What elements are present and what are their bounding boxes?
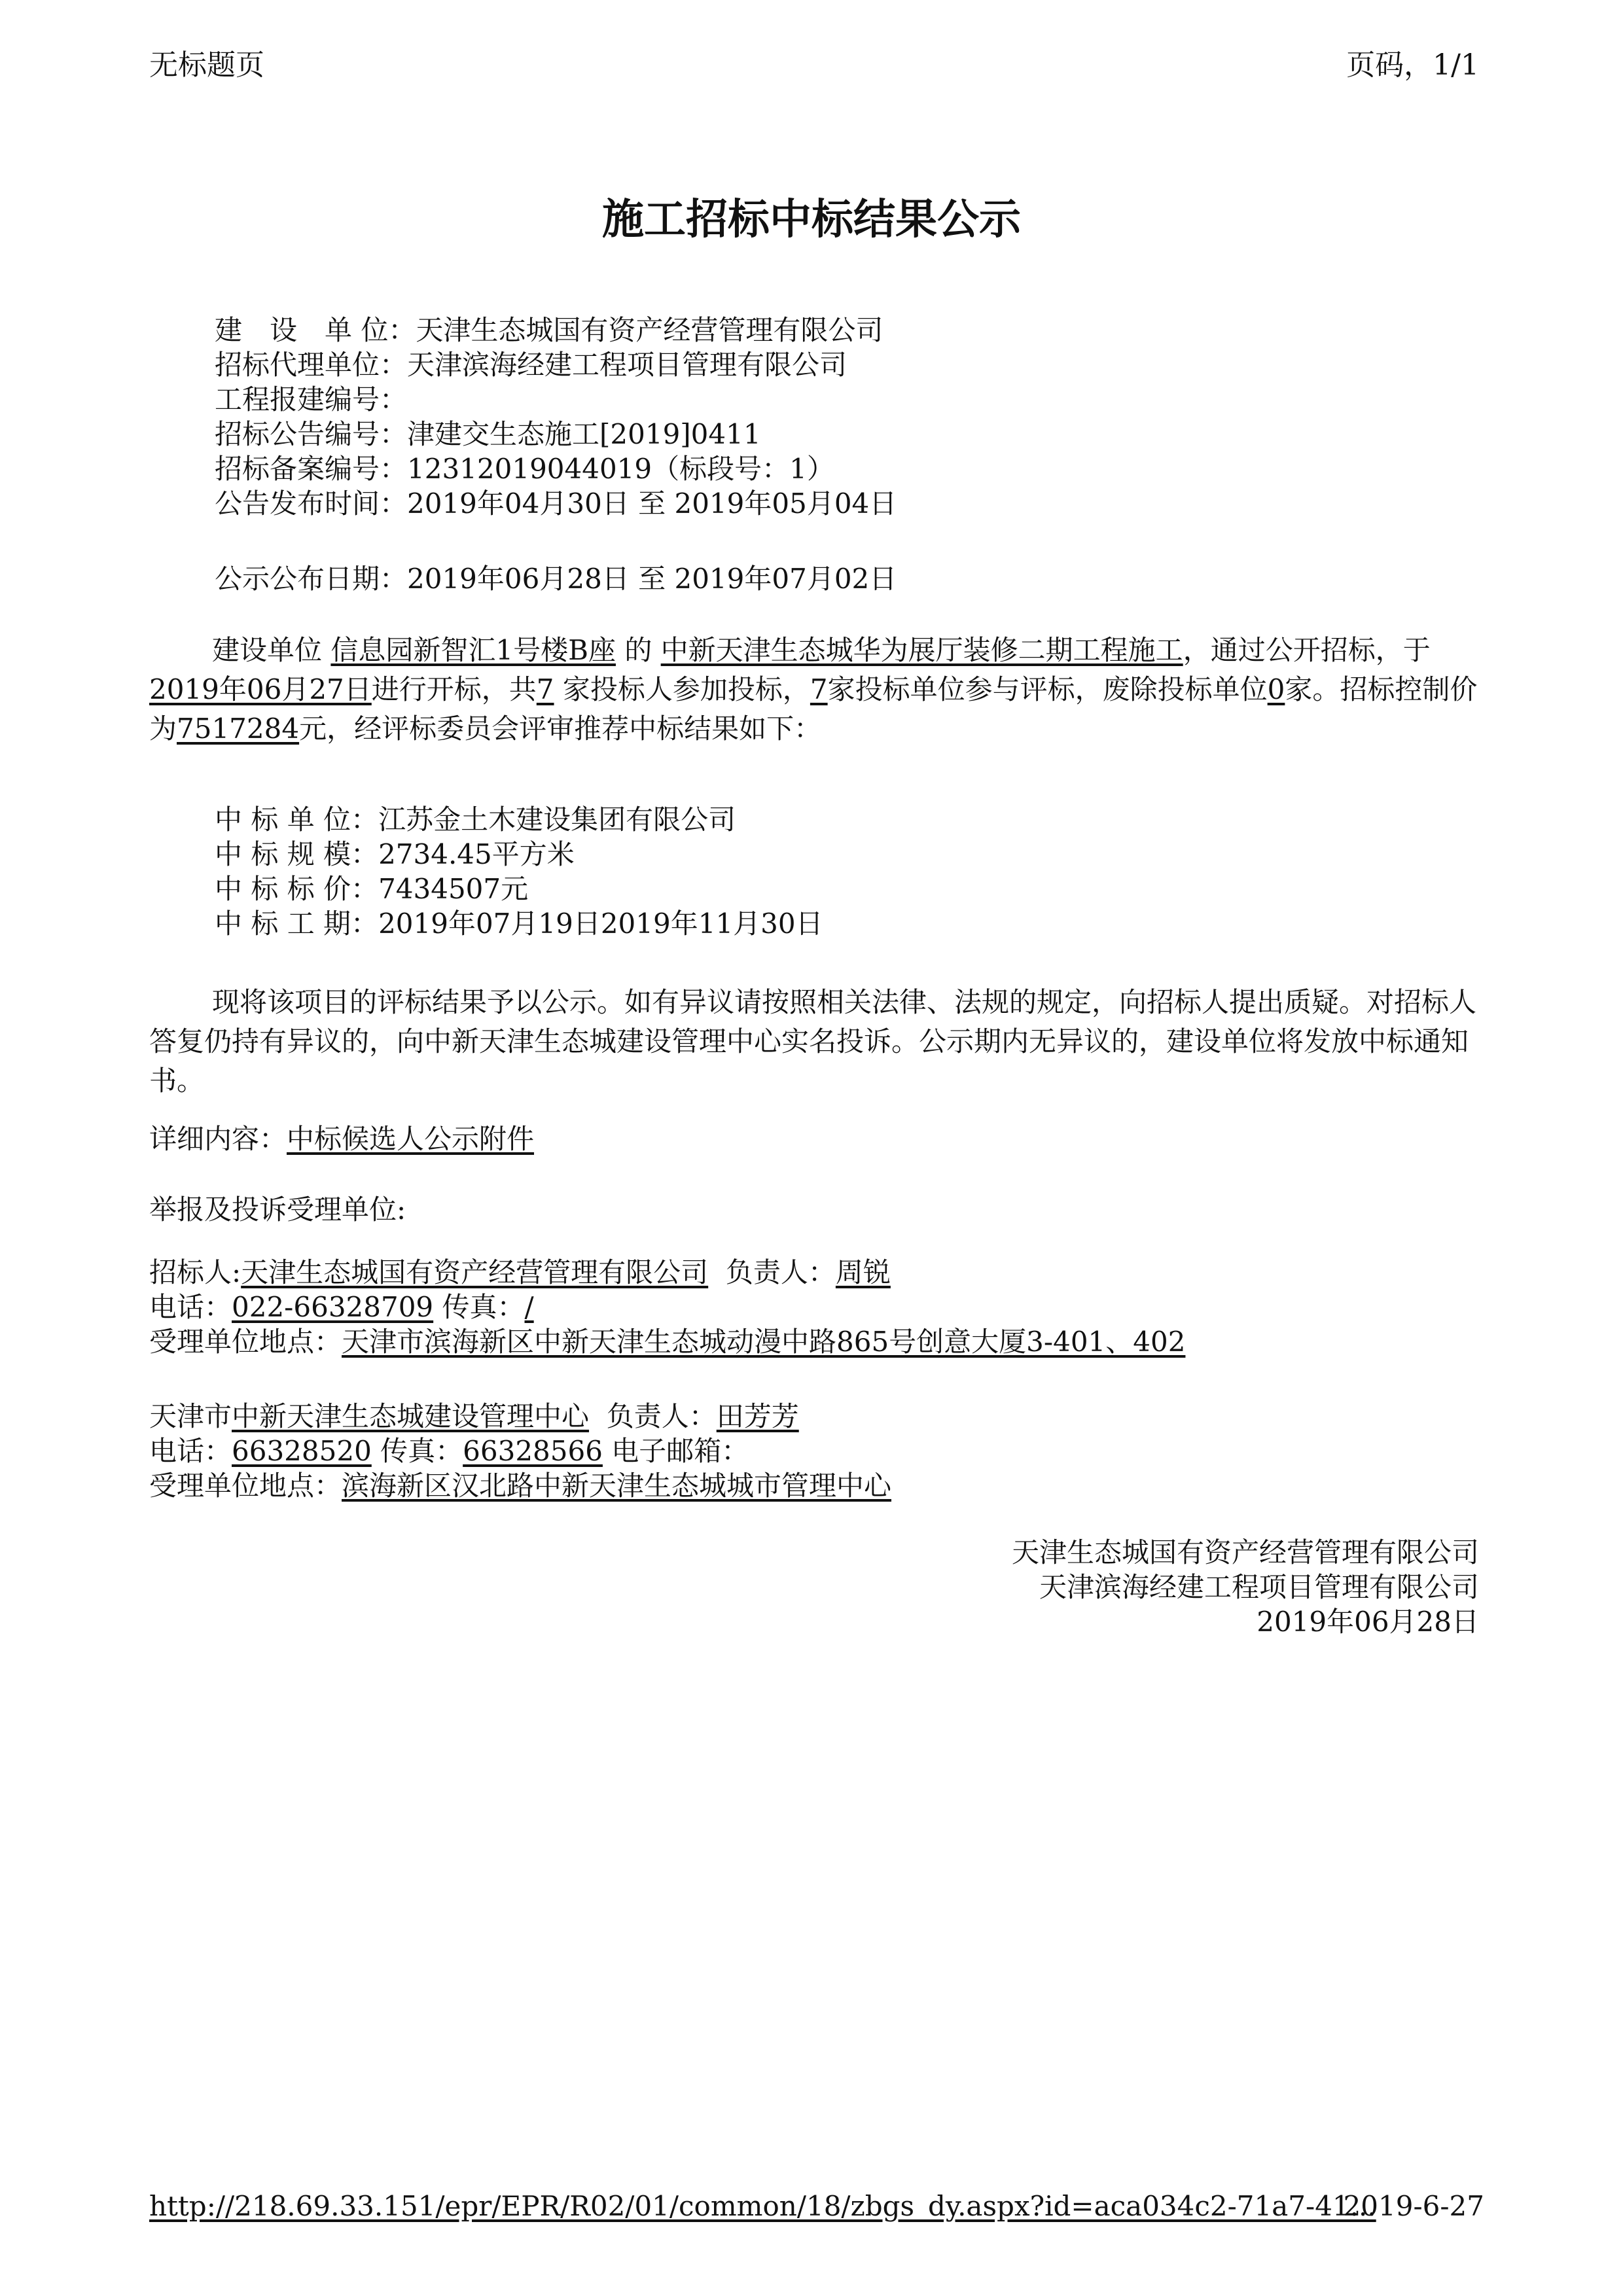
text: 受理单位地点： <box>149 1326 342 1358</box>
authority-fax[interactable]: 66328566 <box>463 1435 603 1467</box>
field-filing-no <box>149 451 1484 486</box>
field-label: 建 设 单 位： <box>215 314 416 346</box>
tenderer-link[interactable]: 天津生态城国有资产经营管理有限公司 <box>241 1256 709 1288</box>
field-label: 中 标 单 位： <box>215 804 379 836</box>
winner-scale <box>215 837 1550 872</box>
text: 负责人： <box>708 1256 836 1288</box>
field-label: 中 标 工 期： <box>215 908 379 940</box>
text: 建设单位 <box>212 634 323 666</box>
tenderer-address-row <box>149 1324 1484 1359</box>
field-value: 2019年04月30日 至 2019年05月04日 <box>407 487 897 520</box>
tenderer-contact <box>149 1255 1484 1359</box>
tenderer-person[interactable]: 周锐 <box>835 1256 891 1288</box>
project-info <box>149 313 1484 521</box>
field-registration-no <box>149 382 1484 417</box>
field-label: 招标备案编号： <box>215 453 408 485</box>
text: ，通过公开招标，于 <box>1183 634 1431 666</box>
text: 天津市 <box>149 1400 232 1432</box>
text: 电子邮箱： <box>602 1435 749 1467</box>
tenderer-phone-row <box>149 1290 1484 1324</box>
text: 电话： <box>149 1291 232 1323</box>
tenderer-fax[interactable]: / <box>524 1291 534 1323</box>
field-label: 公告发布时间： <box>215 487 408 520</box>
text: 家投标人参加投标， <box>554 673 810 705</box>
tenderer-address[interactable]: 天津市滨海新区中新天津生态城动漫中路865号创意大厦3-401、402 <box>342 1326 1186 1358</box>
publicity-period <box>149 561 1550 596</box>
field-value: 7434507元 <box>378 873 529 905</box>
field-agent <box>149 347 1484 382</box>
text: 进行开标，共 <box>371 673 537 705</box>
signature-date: 2019年06月28日 <box>1257 1606 1479 1638</box>
text: 传真： <box>433 1291 525 1323</box>
authority-address[interactable]: 滨海新区汉北路中新天津生态城城市管理中心 <box>342 1470 892 1502</box>
field-label: 招标公告编号： <box>215 418 408 450</box>
text: 电话： <box>149 1435 232 1467</box>
winner-company <box>215 802 1550 837</box>
page-number: 页码，1/1 <box>1346 48 1479 82</box>
text: 招标人: <box>149 1256 241 1288</box>
text: 受理单位地点： <box>149 1470 342 1502</box>
authority-phone-row <box>149 1434 1484 1468</box>
attachment-link[interactable]: 中标候选人公示附件 <box>287 1123 535 1155</box>
authority-row <box>149 1399 1484 1434</box>
document-title: 施工招标中标结果公示 <box>602 196 1021 244</box>
complaint-heading: 举报及投诉受理单位: <box>149 1193 406 1226</box>
objection-paragraph: 现将该项目的评标结果予以公示。如有异议请按照相关法律、法规的规定，向招标人提出质疑。对招标人答复仍持有异议的，向中新天津生态城建设管理中心实名投诉。公示期内无异议的，建设单位将发放中标通知书。 <box>149 986 1477 1097</box>
authority-person[interactable]: 田芳芳 <box>716 1400 799 1432</box>
signature-org-2: 天津滨海经建工程项目管理有限公司 <box>1039 1571 1479 1603</box>
field-label: 中 标 标 价： <box>215 873 379 905</box>
field-notice-period <box>149 486 1484 521</box>
text: 元，经评标委员会评审推荐中标结果如下： <box>299 713 822 745</box>
text: 家。招标控制价为 <box>149 673 1478 745</box>
page-footer <box>149 2188 1484 2225</box>
control-price-link[interactable]: 7517284 <box>177 713 300 745</box>
rejected-count-link[interactable]: 0 <box>1267 673 1285 705</box>
field-value: 2019年06月28日 至 2019年07月02日 <box>407 563 897 595</box>
field-value: 津建交生态施工[2019]0411 <box>407 418 761 450</box>
field-builder <box>149 313 1484 347</box>
bidder-count-link[interactable]: 7 <box>536 673 554 705</box>
text: 负责人： <box>589 1400 717 1432</box>
winner-duration <box>215 906 1550 941</box>
signature-block <box>1012 1535 1479 1639</box>
evaluated-count-link[interactable]: 7 <box>810 673 828 705</box>
open-date-link[interactable]: 2019年06月27日 <box>149 673 372 705</box>
field-value: 12312019044019（标段号：1） <box>407 453 834 485</box>
field-notice-no <box>149 417 1484 451</box>
footer-date: 2019-6-27 <box>1343 2190 1484 2222</box>
field-value: 天津生态城国有资产经营管理有限公司 <box>416 314 883 346</box>
authority-contact <box>149 1399 1484 1503</box>
detail-label: 详细内容： <box>149 1123 287 1155</box>
field-label: 工程报建编号： <box>215 383 408 415</box>
bid-summary-paragraph <box>149 631 1484 749</box>
authority-address-row <box>149 1468 1484 1503</box>
project-location-link[interactable]: 信息园新智汇1号楼B座 <box>330 634 616 666</box>
signature-org-1: 天津生态城国有资产经营管理有限公司 <box>1011 1536 1479 1568</box>
field-value: 2734.45平方米 <box>378 838 575 870</box>
project-name-link[interactable]: 中新天津生态城华为展厅装修二期工程施工 <box>660 634 1183 666</box>
text: 的 <box>615 634 661 666</box>
authority-phone[interactable]: 66328520 <box>232 1435 372 1467</box>
field-label: 中 标 规 模： <box>215 838 379 870</box>
detail-row <box>149 1122 1484 1156</box>
field-label: 公示公布日期： <box>215 563 408 595</box>
tenderer-phone[interactable]: 022-66328709 <box>232 1291 434 1323</box>
text: 传真： <box>371 1435 463 1467</box>
field-value: 2019年07月19日2019年11月30日 <box>378 908 823 940</box>
tenderer-row <box>149 1255 1484 1290</box>
field-label: 招标代理单位： <box>215 349 408 381</box>
footer-url[interactable]: http://218.69.33.151/epr/EPR/R02/01/common/18/zbgs_dy.aspx?id=aca034c2-71a7-41... <box>149 2190 1376 2222</box>
text: 家投标单位参与评标，废除投标单位 <box>827 673 1268 705</box>
winning-bid-info <box>149 802 1550 941</box>
field-value: 江苏金土木建设集团有限公司 <box>378 804 736 836</box>
page-header-title: 无标题页 <box>149 48 264 82</box>
authority-link[interactable]: 中新天津生态城建设管理中心 <box>232 1400 590 1432</box>
field-value: 天津滨海经建工程项目管理有限公司 <box>407 349 847 381</box>
winner-price <box>215 872 1550 906</box>
